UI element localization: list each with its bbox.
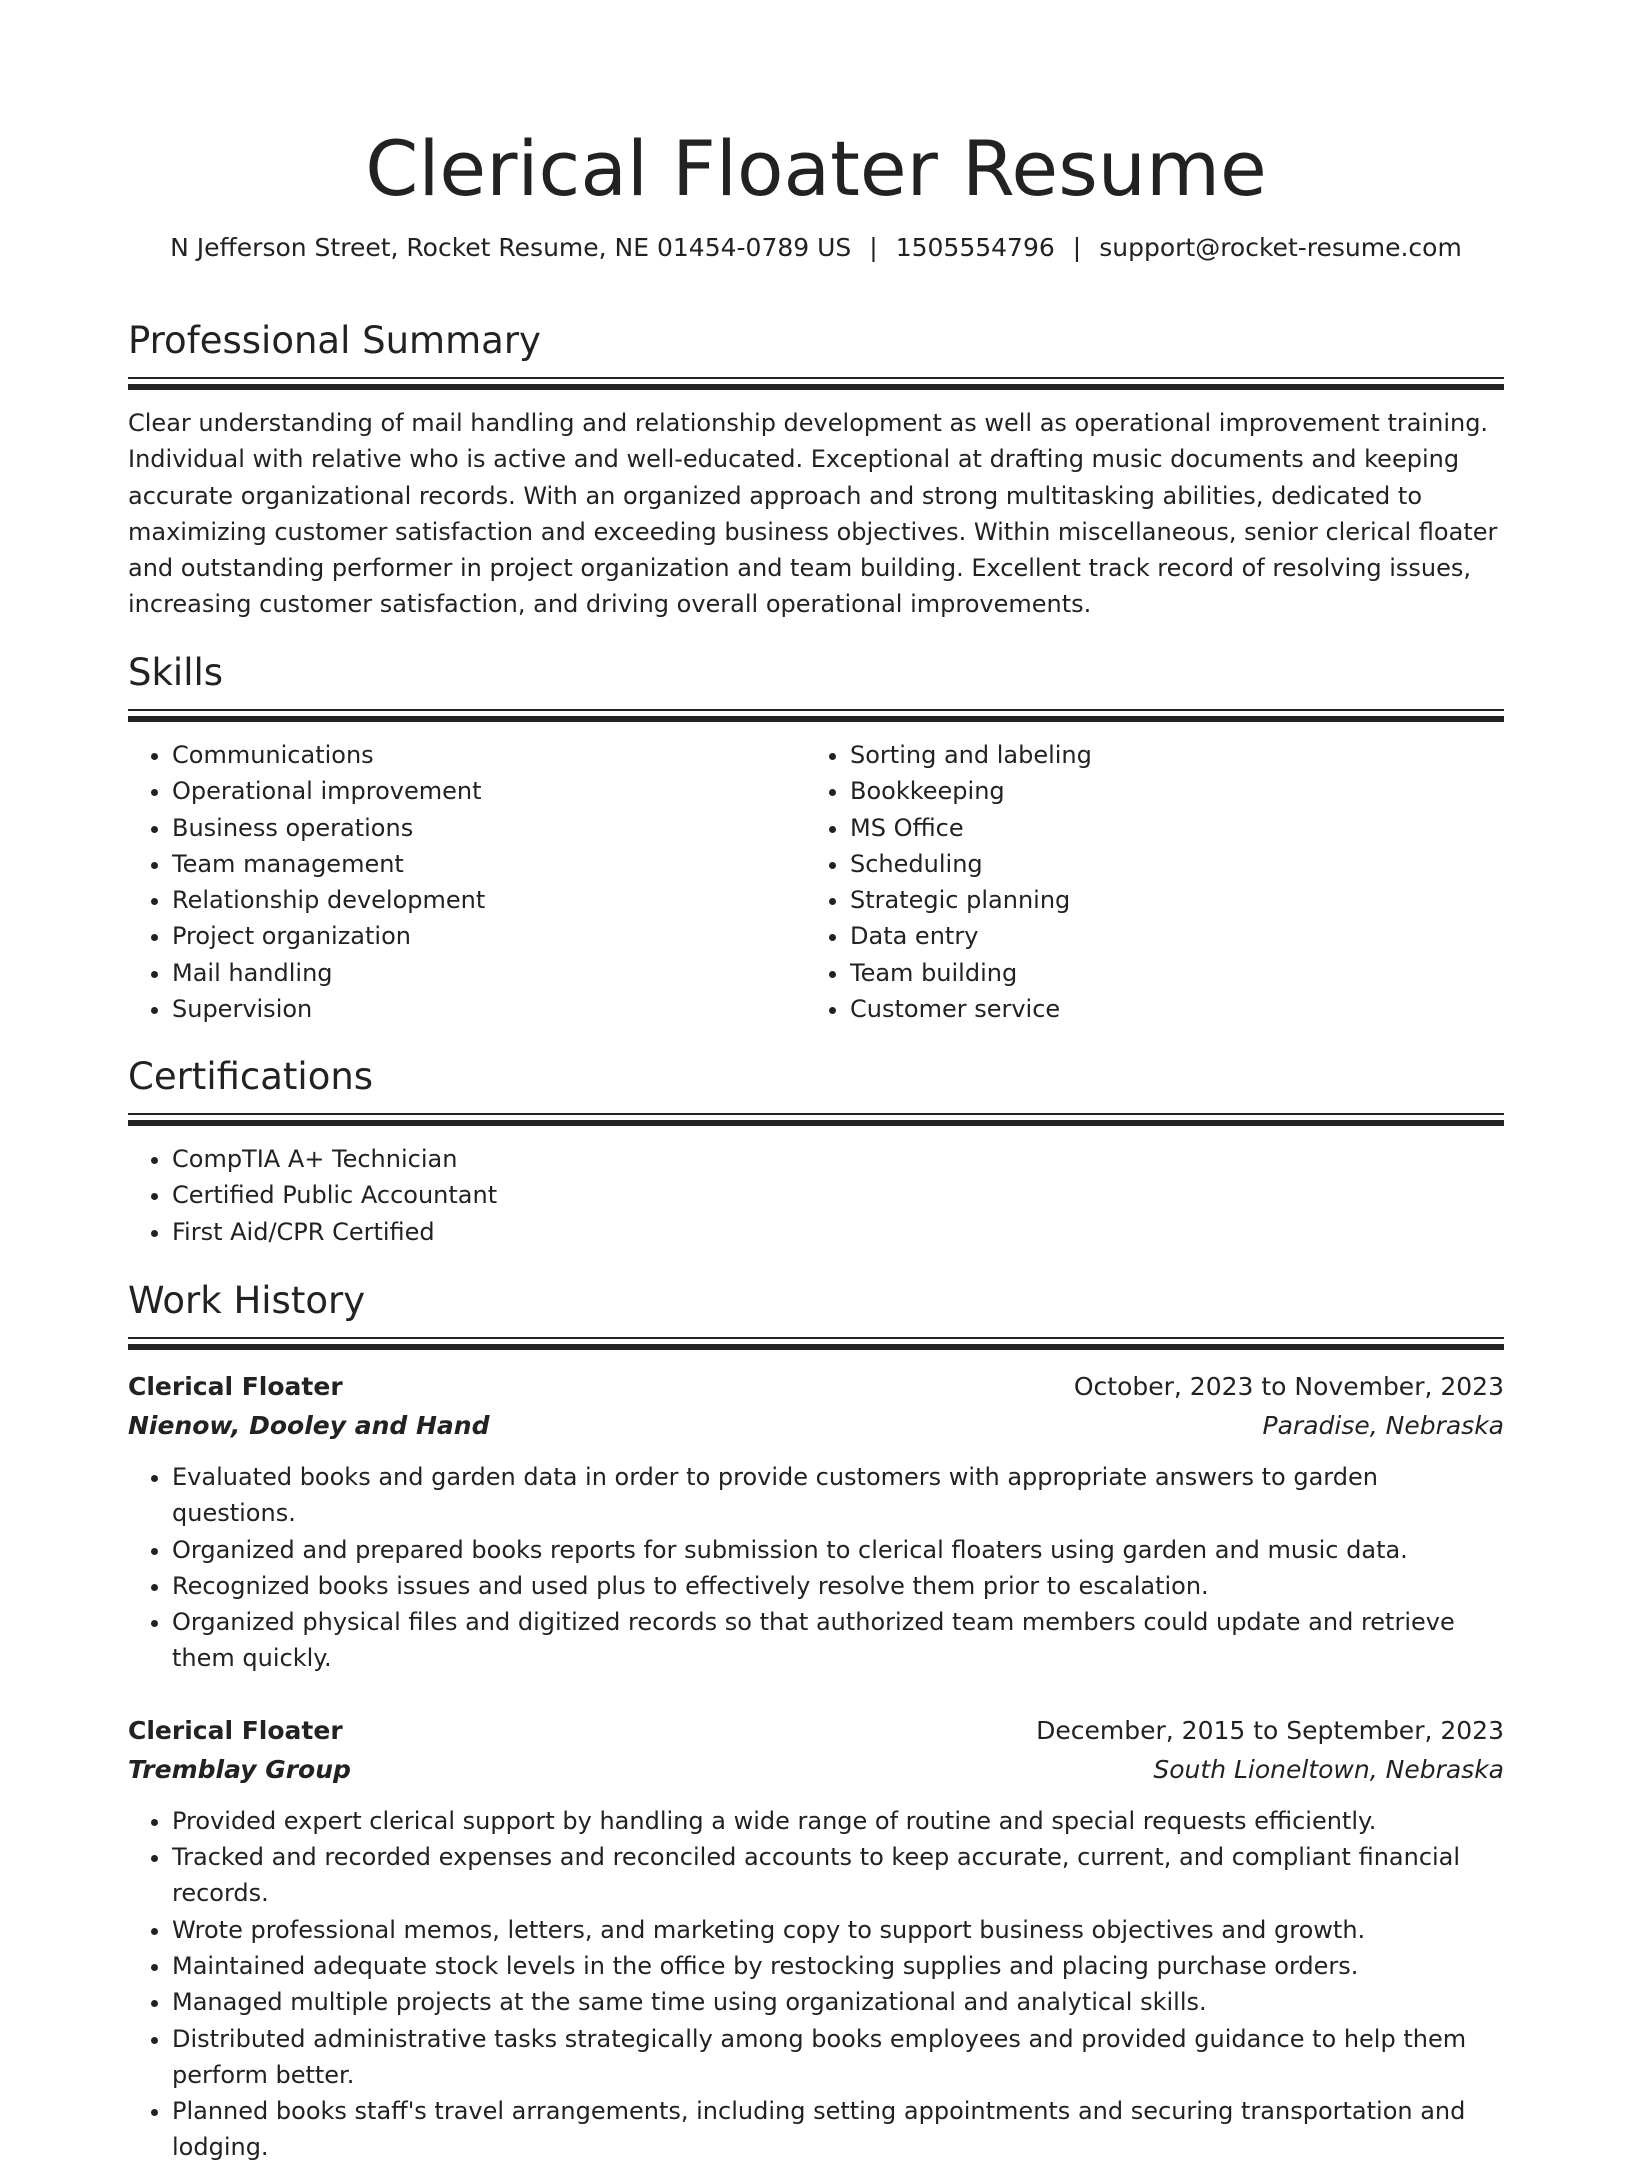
section-divider [128, 1337, 1504, 1351]
section-heading: Work History [128, 1279, 366, 1322]
skill-item: • Team management [172, 846, 806, 882]
job-location: Paradise, Nebraska [1262, 1411, 1504, 1440]
job-entry [128, 1711, 1504, 2166]
contact-line [128, 232, 1504, 264]
contact-address: N Jefferson Street, Rocket Resume, NE 01454-0789 US [170, 233, 852, 262]
certifications-list [128, 1141, 1504, 1250]
job-bullet: • Wrote professional memos, letters, and marketing copy to support business objectives and growth. [172, 1912, 1504, 1948]
job-subheader-row [128, 1406, 1504, 1445]
skill-item: • Mail handling [172, 955, 806, 991]
skill-item: • Team building [850, 955, 1484, 991]
section-divider [128, 377, 1504, 391]
contact-separator: | [869, 233, 878, 262]
skill-item: • Supervision [172, 991, 806, 1027]
skill-item: • Communications [172, 737, 806, 773]
job-dates: October, 2023 to November, 2023 [1073, 1372, 1504, 1401]
skill-item: • Sorting and labeling [850, 737, 1484, 773]
section-heading: Professional Summary [128, 319, 541, 362]
professional-summary-section [128, 318, 1504, 623]
job-bullet: • Provided expert clerical support by handling a wide range of routine and special requests efficiently. [172, 1803, 1504, 1839]
section-heading: Skills [128, 651, 224, 694]
job-bullet: • Maintained adequate stock levels in the office by restocking supplies and placing purchase orders. [172, 1948, 1504, 1984]
job-bullets [128, 1803, 1504, 2166]
resume-page [128, 0, 1504, 2162]
job-header-row [128, 1711, 1504, 1750]
skill-item: • Data entry [850, 918, 1484, 954]
skill-item: • MS Office [850, 810, 1484, 846]
skill-item: • Customer service [850, 991, 1484, 1027]
job-location: South Lioneltown, Nebraska [1153, 1754, 1504, 1784]
skills-list-right [806, 737, 1484, 1027]
skill-item: • Operational improvement [172, 773, 806, 809]
skills-list-left [128, 737, 806, 1027]
certification-item: • CompTIA A+ Technician [172, 1141, 1504, 1177]
skills-columns [128, 737, 1504, 1027]
job-title: Clerical Floater [128, 1715, 343, 1745]
contact-phone: 1505554796 [895, 233, 1055, 262]
certification-item: • Certified Public Accountant [172, 1177, 1504, 1213]
certifications-section [128, 1054, 1504, 1250]
job-bullet: • Planned books staff's travel arrangements, including setting appointments and securing transportation and lodging. [172, 2093, 1504, 2166]
resume-title: Clerical Floater Resume [365, 124, 1267, 213]
job-subheader-row [128, 1750, 1504, 1789]
skill-item: • Bookkeeping [850, 773, 1484, 809]
contact-separator: | [1072, 233, 1082, 262]
job-title: Clerical Floater [128, 1372, 343, 1401]
work-history-section [128, 1278, 1504, 2166]
job-bullet: • Organized physical files and digitized records so that authorized team members could update and retrieve them quickly. [172, 1604, 1504, 1677]
job-bullet: • Managed multiple projects at the same time using organizational and analytical skills. [172, 1984, 1504, 2020]
job-company: Tremblay Group [128, 1754, 351, 1784]
job-bullet: • Recognized books issues and used plus to effectively resolve them prior to escalation. [172, 1568, 1504, 1604]
job-dates: December, 2015 to September, 2023 [1036, 1715, 1504, 1745]
skill-item: • Scheduling [850, 846, 1484, 882]
skill-item: • Relationship development [172, 882, 806, 918]
skill-item: • Project organization [172, 918, 806, 954]
section-divider [128, 709, 1504, 723]
summary-text: Clear understanding of mail handling and relationship development as well as operational improvement training. Individual with relative who is active and well-educated. Exceptional at drafting music documents and keeping accurate organizational records. With an organized approach and strong multitasking abilities, dedicated to maximizing customer satisfaction and exceeding business objectives. Within miscellaneous, senior clerical floater and outstanding performer in project organization and team building. Excellent track record of resolving issues, increasing customer satisfaction, and driving overall operational improvements. [128, 409, 1498, 619]
job-bullet: • Evaluated books and garden data in order to provide customers with appropriate answers to garden questions. [172, 1459, 1504, 1532]
job-entry [128, 1367, 1504, 1677]
job-company: Nienow, Dooley and Hand [128, 1411, 490, 1440]
job-header-row [128, 1367, 1504, 1406]
certification-item: • First Aid/CPR Certified [172, 1214, 1504, 1250]
skills-section [128, 650, 1504, 1027]
contact-email: support@rocket-resume.com [1099, 233, 1462, 262]
section-divider [128, 1113, 1504, 1127]
section-heading: Certifications [128, 1055, 374, 1098]
job-bullets [128, 1459, 1504, 1677]
skill-item: • Business operations [172, 810, 806, 846]
job-bullet: • Organized and prepared books reports for submission to clerical floaters using garden and music data. [172, 1532, 1504, 1568]
job-bullet: • Tracked and recorded expenses and reconciled accounts to keep accurate, current, and compliant financial records. [172, 1839, 1504, 1912]
skill-item: • Strategic planning [850, 882, 1484, 918]
job-bullet: • Distributed administrative tasks strategically among books employees and provided guidance to help them perform better. [172, 2021, 1504, 2094]
